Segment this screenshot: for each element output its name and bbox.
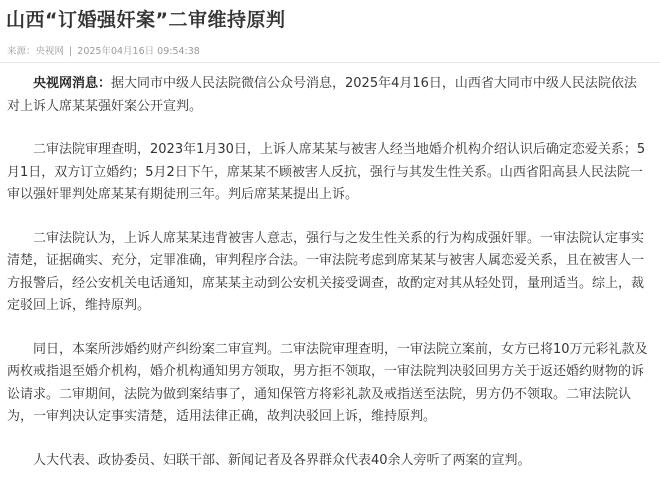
paragraph-text: 二审法院认为，上诉人席某某违背被害人意志，强行与之发生性关系的行为构成强奸罪。一审法院认定事实清楚，证据确实、充分，定罪准确，审判程序合法。一审法院考虑到席某某与被害人属恋爱关系，且在被害人一方报警后，经公安机关电话通知，席某某主动到公安机关接受调查，故酌定对其从轻处罚，量刑适当。综上，裁定驳回上诉，维持原判。 <box>7 230 645 313</box>
paragraph-text: 据大同市中级人民法院微信公众号消息，2025年4月16日，山西省大同市中级人民法院依法对上诉人席某某强奸案公开宣判。 <box>7 76 637 114</box>
paragraph-2 <box>7 139 648 207</box>
paragraph-5 <box>7 450 648 473</box>
paragraph-1 <box>7 73 648 118</box>
paragraph-text: 人大代表、政协委员、妇联干部、新闻记者及各界群众代表40余人旁听了两案的宣判。 <box>33 452 531 468</box>
article-source: 来源：央视网 <box>7 46 65 57</box>
paragraph-4 <box>7 339 648 429</box>
article-meta <box>7 43 202 57</box>
article-datetime: 2025年04月16日 09:54:38 <box>77 46 200 57</box>
article-body <box>7 73 648 493</box>
title-divider <box>0 62 660 63</box>
paragraph-3 <box>7 228 648 318</box>
paragraph-text: 同日，本案所涉婚约财产纠纷案二审宣判。二审法院审理查明，一审法院立案前，女方已将10万元彩礼款及两枚戒指退至婚介机构，婚介机构通知男方领取，男方拒不领取，一审法院判决驳回男方关于返还婚约财物的诉讼请求。二审期间，法院为做到案结事了，通知保管方将彩礼款及戒指送至法院，男方仍不领取。二审法院认为，一审判决认定事实清楚，适用法律正确，故判决驳回上诉，维持原判。 <box>7 341 648 424</box>
paragraph-text: 二审法院审理查明，2023年1月30日，上诉人席某某与被害人经当地婚介机构介绍认识后确定恋爱关系；5月1日，双方订立婚约；5月2日下午，席某某不顾被害人反抗，强行与其发生性关系。山西省阳高县人民法院一审以强奸罪判处席某某有期徒刑三年。判后席某某提出上诉。 <box>7 142 646 202</box>
paragraph-lead: 央视网消息： <box>33 76 112 91</box>
meta-separator: | <box>69 46 73 57</box>
article-title: 山西“订婚强奸案”二审维持原判 <box>6 9 286 31</box>
